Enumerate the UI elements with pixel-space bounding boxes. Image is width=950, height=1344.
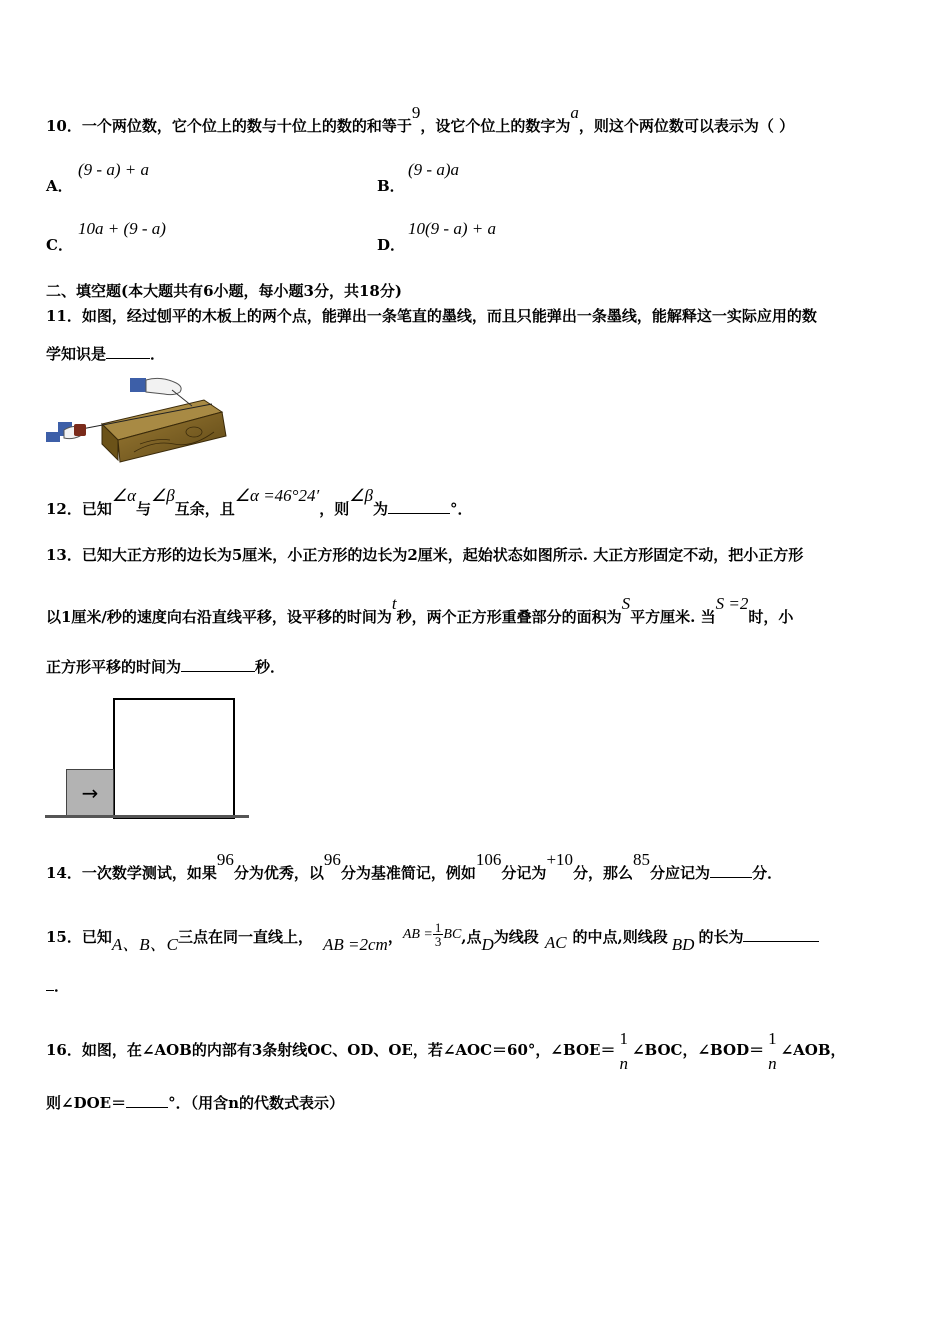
right-arrow-icon: → bbox=[81, 781, 99, 805]
q13-text: 时，小 bbox=[748, 608, 794, 626]
answer-blank bbox=[743, 927, 819, 942]
section-heading: 二、填空题(本大题共有6小题，每小题3分，共18分) bbox=[46, 282, 402, 300]
q13-text: 以1厘米/秒的速度向右沿直线平移，设平移的时间为 bbox=[46, 608, 392, 626]
q10-option-c-label: C． bbox=[46, 236, 73, 254]
q11-end: ． bbox=[150, 345, 166, 363]
q13-s-equals: S =2 bbox=[715, 594, 749, 613]
answer-blank bbox=[126, 1093, 168, 1108]
q12-equation: ∠α =46°24′ bbox=[234, 486, 320, 505]
q15-ab-lhs: AB = bbox=[402, 927, 433, 942]
q13-line2 bbox=[46, 594, 794, 627]
q15-line bbox=[46, 922, 819, 952]
q16-text: 则∠DOE＝ bbox=[46, 1094, 127, 1112]
q12-beta: ∠β bbox=[151, 486, 175, 505]
q10-option-a-expr: (9 - a) + a bbox=[78, 160, 149, 179]
q16-text: ∠AOB， bbox=[780, 1041, 846, 1059]
q13-var-t: t bbox=[391, 594, 397, 613]
q15-end: ． bbox=[54, 977, 70, 995]
q13-text: 正方形平移的时间为 bbox=[46, 658, 182, 676]
q10-option-a-label: A． bbox=[46, 177, 73, 195]
answer-blank bbox=[710, 863, 752, 878]
ink-pot bbox=[74, 424, 86, 436]
q11-line1: 11．如图，经过刨平的木板上的两个点，能弹出一条笔直的墨线，而且只能弹出一条墨线，能解释这一实际应用的数 bbox=[46, 307, 817, 325]
q12-text: 12．已知 bbox=[46, 500, 112, 518]
q16-text: 16．如图，在∠AOB的内部有3条射线OC、OD、OE，若∠AOC＝60°，∠BOE＝ bbox=[46, 1041, 616, 1059]
q13-text: 秒，两个正方形重叠部分的面积为 bbox=[396, 608, 622, 626]
q15-text: ,点 bbox=[461, 928, 482, 946]
q15-ab-length: AB =2cm bbox=[323, 935, 388, 954]
q10-stem-part: ，则这个两位数可以表示为（ ） bbox=[578, 117, 795, 135]
q15-text: 的长为 bbox=[698, 928, 744, 946]
q14-end: 分． bbox=[752, 864, 783, 882]
q15-text: ， bbox=[387, 928, 403, 946]
q15-text: 的中点,则线段 bbox=[572, 928, 668, 946]
q15-end-line bbox=[46, 975, 69, 996]
q12-alpha: ∠α bbox=[111, 486, 137, 505]
ground-line bbox=[45, 815, 249, 818]
hand-right bbox=[146, 378, 181, 394]
q10-option-b-expr: (9 - a)a bbox=[408, 160, 459, 179]
q12-text: 为 bbox=[372, 500, 388, 518]
q10-stem bbox=[46, 103, 795, 136]
q14-text: 分，那么 bbox=[573, 864, 634, 882]
q14-text: 分记为 bbox=[501, 864, 547, 882]
q16-frac-num: 1 bbox=[619, 1029, 628, 1048]
q14-number: +10 bbox=[546, 850, 574, 869]
q15-frac-num: 1 bbox=[434, 920, 442, 936]
q10-option-d-expr: 10(9 - a) + a bbox=[408, 219, 496, 238]
answer-blank bbox=[388, 499, 450, 514]
q15-text: 三点在同一直线上， bbox=[177, 928, 313, 946]
board-figure bbox=[44, 372, 234, 464]
q13-var-s: S bbox=[621, 594, 631, 613]
q10-option-d-label: D． bbox=[377, 236, 406, 254]
q11-text: 学知识是 bbox=[46, 345, 107, 363]
q13-end: 秒． bbox=[255, 658, 286, 676]
q15-segment-ac: AC bbox=[544, 933, 567, 952]
q12-text: 与 bbox=[136, 500, 152, 518]
q12-text: ，则 bbox=[319, 500, 350, 518]
q14-number: 96 bbox=[216, 850, 234, 869]
q12-line bbox=[46, 486, 473, 519]
q13-line3 bbox=[46, 656, 285, 677]
q16-text: °．（用含n的代数式表示） bbox=[168, 1094, 344, 1112]
small-square bbox=[66, 769, 114, 817]
q12-text: 互余，且 bbox=[174, 500, 235, 518]
q14-text: 分为优秀，以 bbox=[233, 864, 324, 882]
answer-blank bbox=[106, 344, 150, 359]
q16-frac-num: 1 bbox=[768, 1029, 777, 1048]
q16-line2 bbox=[46, 1092, 344, 1113]
q14-text: 分应记为 bbox=[650, 864, 711, 882]
q12-beta-2: ∠β bbox=[349, 486, 373, 505]
answer-blank bbox=[181, 657, 255, 672]
q11-line2 bbox=[46, 343, 165, 364]
q15-segment-bd: BD bbox=[671, 935, 695, 954]
q10-stem-part: ，设它个位上的数字为 bbox=[420, 117, 571, 135]
q16-line1 bbox=[46, 1030, 846, 1072]
q15-text: 为线段 bbox=[493, 928, 539, 946]
q10-var-a: a bbox=[570, 103, 579, 122]
q16-frac-den: n bbox=[619, 1054, 628, 1073]
q10-stem-part: 10．一个两位数，它个位上的数与十位上的数的和等于 bbox=[46, 117, 412, 135]
q15-frac-den: 3 bbox=[434, 934, 442, 950]
sleeve-right bbox=[130, 378, 146, 392]
large-square bbox=[113, 698, 235, 819]
q14-line bbox=[46, 850, 783, 883]
q13-text: 平方厘米. 当 bbox=[630, 608, 716, 626]
q15-ab-rhs: BC bbox=[443, 927, 462, 942]
q14-number: 106 bbox=[475, 850, 502, 869]
q15-point-d: D bbox=[481, 935, 494, 954]
q15-points: A、B、C bbox=[111, 935, 178, 954]
q10-nine: 9 bbox=[411, 103, 421, 122]
q14-number: 85 bbox=[633, 850, 651, 869]
q14-text: 分为基准简记，例如 bbox=[340, 864, 476, 882]
q12-end: °． bbox=[449, 500, 473, 518]
q10-option-b-label: B． bbox=[377, 177, 405, 195]
q14-number: 96 bbox=[323, 850, 341, 869]
q10-option-c-expr: 10a + (9 - a) bbox=[78, 219, 166, 238]
q16-text: ∠BOC，∠BOD＝ bbox=[631, 1041, 765, 1059]
q16-frac-den: n bbox=[768, 1054, 777, 1073]
q13-line1: 13．已知大正方形的边长为5厘米，小正方形的边长为2厘米，起始状态如图所示. 大正方形固定不动，把小正方形 bbox=[46, 546, 804, 564]
q14-text: 14．一次数学测试，如果 bbox=[46, 864, 217, 882]
answer-blank bbox=[46, 976, 54, 991]
q15-text: 15．已知 bbox=[46, 928, 112, 946]
